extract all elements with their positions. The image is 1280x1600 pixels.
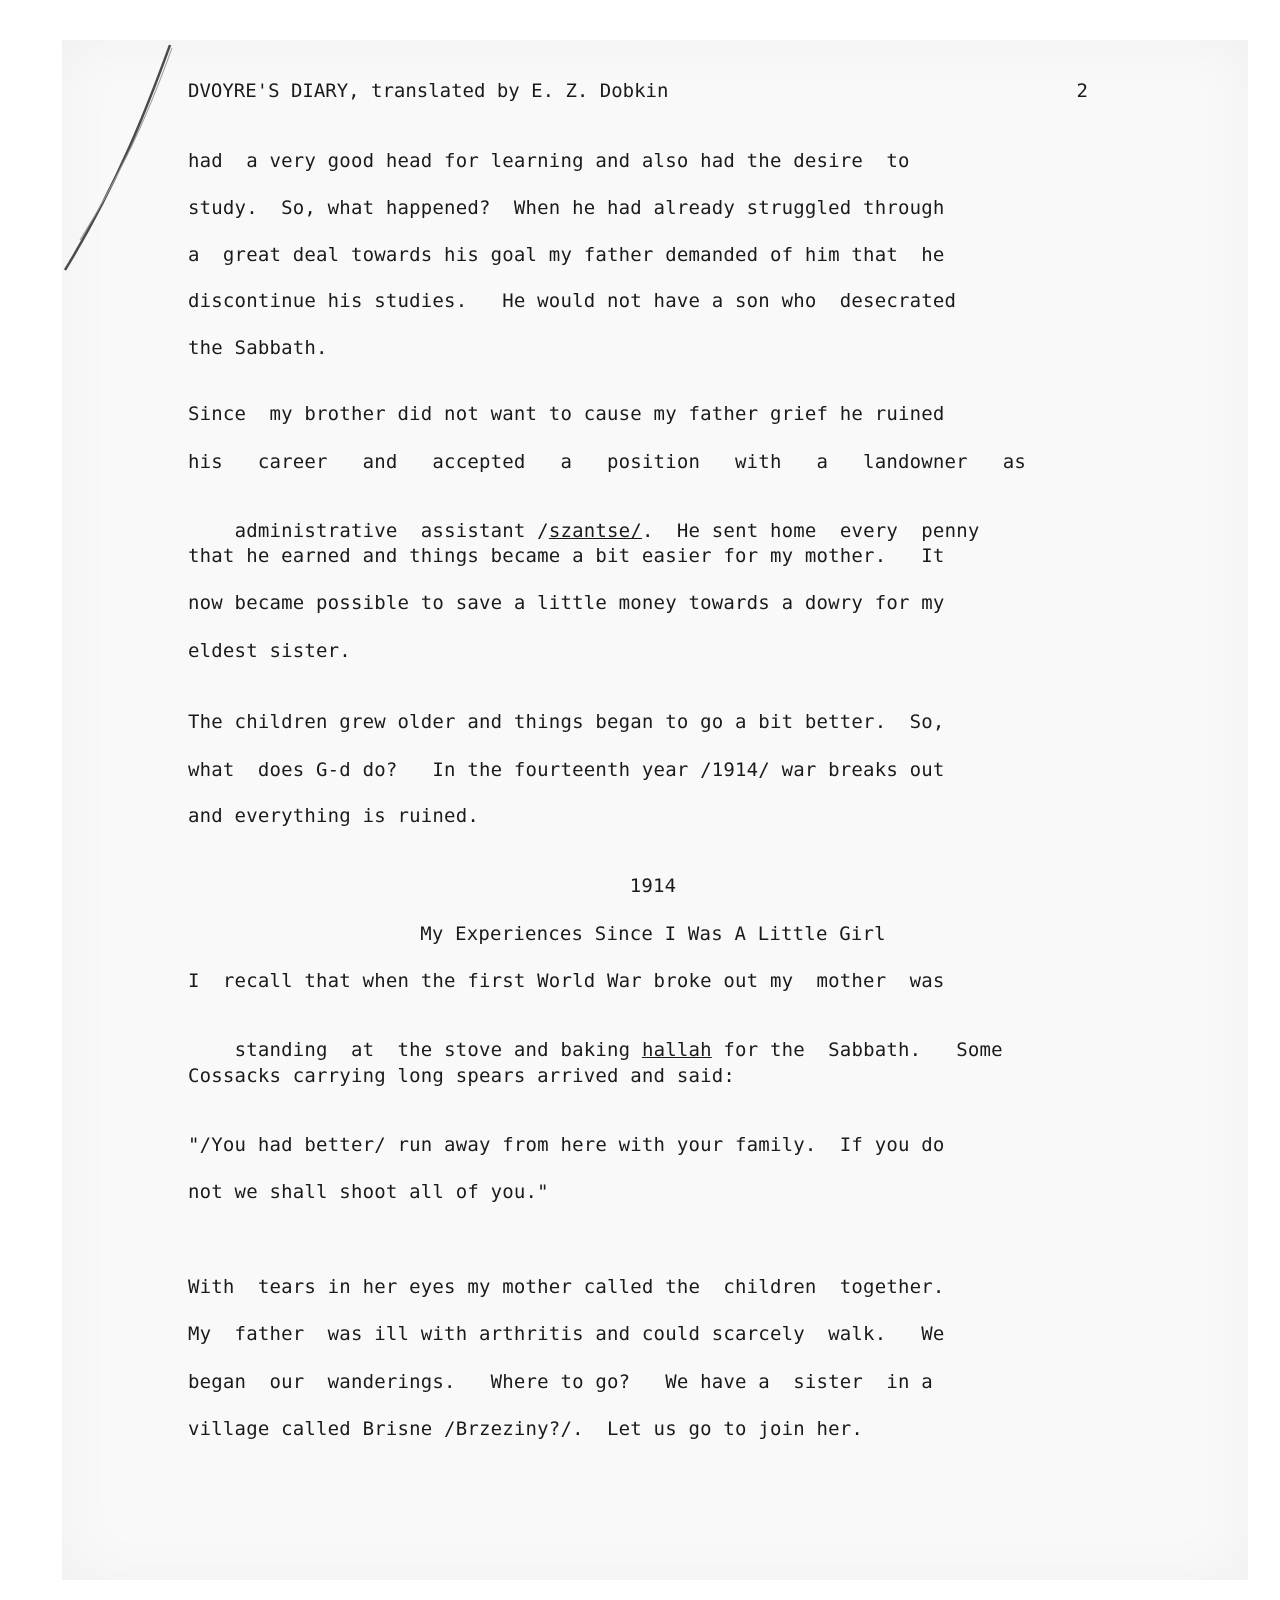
text-line: The children grew older and things began to go a bit better. So, <box>188 711 945 733</box>
text-line: that he earned and things became a bit easier for my mother. It <box>188 545 945 567</box>
text-line: eldest sister. <box>188 640 351 662</box>
text-line: village called Brisne /Brzeziny?/. Let us go to join her. <box>188 1418 864 1440</box>
underlined-term: hallah <box>641 1039 712 1061</box>
text-line: Cossacks carrying long spears arrived and said: <box>188 1065 736 1087</box>
text-line: With tears in her eyes my mother called the children together. <box>188 1276 945 1298</box>
section-heading: My Experiences Since I Was A Little Girl <box>420 923 886 945</box>
text-line: not we shall shoot all of you." <box>188 1181 549 1203</box>
margin-pencil-mark <box>60 40 180 280</box>
underlined-term: szantse/ <box>548 520 642 542</box>
text-line: and everything is ruined. <box>188 805 479 827</box>
text-segment: for the Sabbath. Some <box>711 1039 1003 1061</box>
page-number: 2 <box>1076 80 1088 102</box>
text-line: his career and accepted a position with a landowner as <box>188 451 1027 473</box>
text-line: study. So, what happened? When he had already struggled through <box>188 197 945 219</box>
text-line: now became possible to save a little money towards a dowry for my <box>188 592 945 614</box>
document-title: DVOYRE'S DIARY, translated by E. Z. Dobkin <box>188 80 669 102</box>
page-header <box>188 80 1088 102</box>
section-year: 1914 <box>629 875 677 897</box>
text-line: what does G-d do? In the fourteenth year /1914/ war breaks out <box>188 759 945 781</box>
text-line: began our wanderings. Where to go? We have a sister in a <box>188 1371 933 1393</box>
text-line: a great deal towards his goal my father demanded of him that he <box>188 244 945 266</box>
text-line: My father was ill with arthritis and could scarcely walk. We <box>188 1323 945 1345</box>
text-line: Since my brother did not want to cause my father grief he ruined <box>188 403 945 425</box>
text-segment: . He sent home every penny <box>641 520 980 542</box>
text-line: had a very good head for learning and also had the desire to <box>188 150 910 172</box>
text-line: "/You had better/ run away from here with your family. If you do <box>188 1134 945 1156</box>
text-line: the Sabbath. <box>188 337 328 359</box>
text-line: I recall that when the first World War broke out my mother was <box>188 970 945 992</box>
text-line: discontinue his studies. He would not have a son who desecrated <box>188 290 957 312</box>
text-segment: administrative assistant / <box>234 520 549 542</box>
text-segment: standing at the stove and baking <box>234 1039 642 1061</box>
